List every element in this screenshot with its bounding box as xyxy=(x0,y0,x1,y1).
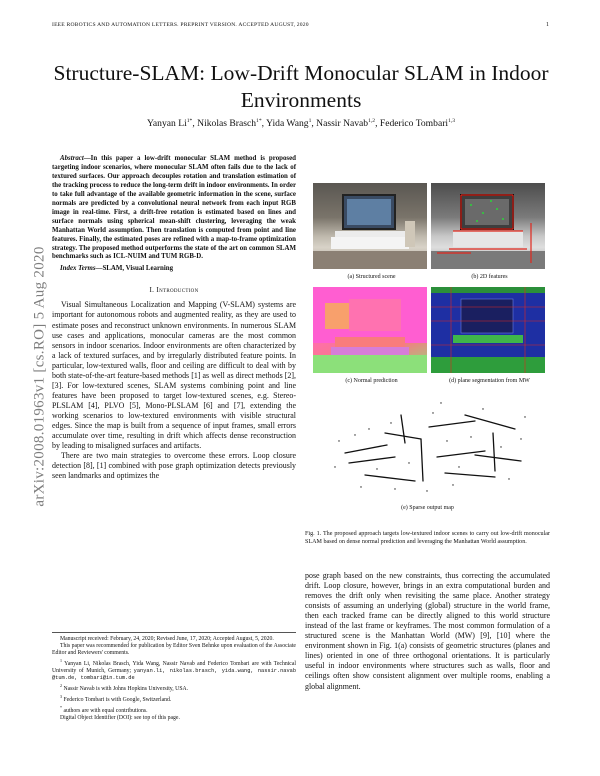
paper-title: Structure-SLAM: Low-Drift Monocular SLAM in Indoor Environments xyxy=(53,61,549,112)
author-emails[interactable]: yanyan.li, nikolas.brasch, yida.wang, nassir.navab @tum.de, tombari@in.tum.de xyxy=(52,668,296,682)
section-number: I. xyxy=(149,286,155,295)
footnote-equal-contribution xyxy=(52,704,296,715)
left-column xyxy=(52,155,296,481)
abstract-text: —In this paper a low-drift monocular SLAM method is proposed targeting indoor scenarios, where monocular SLAM often fails due to the lack of textured surfaces. Our approach decouples rotation and translation estimation of the tracking process to reduce the long-term drift in indoor environments. In order to take full advantage of the available geometric information in the scene, surface normals are predicted by a convolutional neural network from each input RGB image in real-time. First, a drift-free rotation is estimated based on lines and surface normals using spherical mean-shift clustering, leveraging the weak Manhattan World assumption. Then translation is computed from point and line features. Finally, the estimated poses are refined with a map-to-frame optimization strategy. The proposed method outperforms the state of the art on common SLAM benchmarks such as ICL-NUIM and TUM RGB-D. xyxy=(52,155,296,261)
author-name: Nikolas Brasch xyxy=(197,118,257,130)
footnote-text: authors are with equal contributions. xyxy=(63,708,148,715)
normal-map xyxy=(313,287,427,373)
plane-segmentation-image xyxy=(431,287,545,373)
subfigure-caption: (c) Normal prediction xyxy=(345,378,398,384)
footnote-affiliation-3 xyxy=(52,693,296,704)
section-heading xyxy=(52,286,296,294)
right-column-text xyxy=(305,571,550,692)
structured-scene-image xyxy=(313,183,427,269)
author-name: Nassir Navab xyxy=(316,118,369,130)
arxiv-stamp[interactable]: arXiv:2008.01963v1 [cs.RO] 5 Aug 2020 xyxy=(31,246,48,507)
footnote-affiliation-1 xyxy=(52,657,296,682)
footnote-affiliation-2 xyxy=(52,682,296,693)
index-terms xyxy=(52,264,296,273)
subfigure-caption: (a) Structured scene xyxy=(347,274,396,280)
footnote-mark: 2 xyxy=(60,683,62,689)
room-illustration xyxy=(313,183,427,269)
feature-overlay xyxy=(431,183,545,269)
footnotes xyxy=(52,632,296,723)
abstract xyxy=(52,155,296,262)
sparse-map-image xyxy=(325,393,535,501)
figure-caption: Fig. 1. The proposed approach targets low-textured indoor scenes to carry out low-drift monocular SLAM based on dense normal prediction and leveraging the Manhattan World assumption. xyxy=(305,531,550,545)
author-affiliation: 1,2 xyxy=(368,118,376,124)
footnote-text: Yanyan Li, Nikolas Brasch, Yida Wang, Nassir Navab and Federico Tombari are with Technical University of Munich, Germany; xyxy=(52,661,296,675)
running-header: IEEE ROBOTICS AND AUTOMATION LETTERS. PREPRINT VERSION. ACCEPTED AUGUST, 2020 xyxy=(52,22,309,28)
body-paragraph: There are two main strategies to overcome these errors. Loop closure detection [8], [1] combined with pose graph optimization detects previously seen landmarks and optimizes the xyxy=(52,451,296,481)
author-affiliation: 1* xyxy=(186,118,193,124)
abstract-lead: Abstract xyxy=(60,155,84,162)
2d-features-image xyxy=(431,183,545,269)
page-number: 1 xyxy=(546,22,549,28)
author-affiliation: 1,3 xyxy=(448,118,456,124)
author-affiliation: 1 xyxy=(308,118,312,124)
index-terms-lead: Index Terms xyxy=(60,265,96,273)
normal-prediction-image xyxy=(313,287,427,373)
figure-grid xyxy=(305,155,550,525)
footnote-recommended: This paper was recommended for publication by Editor Sven Behnke upon evaluation of the Associate Editor and Reviewers' comments. xyxy=(52,643,296,657)
author-affiliation: 1* xyxy=(256,118,262,124)
subfigure-caption: (d) plane segmentation from MW xyxy=(449,378,530,384)
segmentation-map xyxy=(431,287,545,373)
index-terms-text: —SLAM, Visual Learning xyxy=(95,265,174,273)
author-name: Yanyan Li xyxy=(146,118,187,130)
footnote-mark: 3 xyxy=(60,694,62,700)
footnote-text: Federico Tombari is with Google, Switzerland. xyxy=(63,697,172,704)
author-name: Yida Wang xyxy=(266,118,309,130)
author-name: Federico Tombari xyxy=(379,118,449,130)
subfigure-caption: (b) 2D features xyxy=(471,274,508,280)
section-title: Introduction xyxy=(156,286,199,295)
subfigure-caption: (e) Sparse output map xyxy=(401,505,454,511)
author-list: Yanyan $Li^{1*}$, Nikolas Brasch$^{1*}$, Yida Wang$^1$, Nassir Navab$^{1,2}$, Federico Tombari$^{1,3}$ xyxy=(146,118,456,130)
body-paragraph: Visual Simultaneous Localization and Mapping (V-SLAM) systems are important for autonomous robots and augmented reality, as they are used to estimate poses and reconstruct unknown environments. In numerous SLAM use cases and applications, monocular cameras are the most common sensors in indoor scenarios. Indoor environments are often characterized by a lack of textured surfaces, and by irregularly distributed feature points. In particular, low-textured walls, floor and ceiling are difficult to deal with by both state-of-the-art feature-based methods [1] as well as direct methods [2], [3]. For low-textured scenes, SLAM systems combining point and line features have been proposed to target low-textured scenes, e.g. Stereo-PLSLAM [4], PLVO [5], Mono-PLSLAM [6] and [7], extending the working scenarios to low-textured environments with visible structural edges. Since the map is built from a sequence of input frames, small errors accumulate over time, resulting in drift which affects dense reconstruction by leading to misaligned surfaces and artifacts. xyxy=(52,300,296,451)
footnote-doi: Digital Object Identifier (DOI): see top of this page. xyxy=(60,715,180,722)
sparse-point-map xyxy=(325,393,535,501)
footnote-mark: 1 xyxy=(60,658,62,664)
body-paragraph: pose graph based on the new constraints, thus correcting the accumulated drift. Loop closure, however, brings in an extra computational burden and removes the drift only when revisiting the same place. Another strategy consists of assuming an underlying (global) structure in the world frame, then each tracked frame can be directly aligned to this world structure instead of the last frame or keyframes. The most common formulation of a structured scene is the Manhattan World (MW) [9], [10] where the environment shown in Fig. 1(a) consists of geometric structures (planes and lines) oriented in one of three orthogonal orientations. It is particularly useful in indoor environments where structures such as walls, floor and ceilings often show consistent alignment over multiple rooms, enabling a global alignment. xyxy=(305,571,550,691)
footnote-mark: * xyxy=(60,705,62,711)
footnote-received: Manuscript received: February, 24, 2020; Revised June, 17, 2020; Accepted August, 5, 2020. xyxy=(60,636,274,642)
figure-1 xyxy=(305,155,550,546)
footnote-text: Nassir Navab is with Johns Hopkins University, USA. xyxy=(63,686,189,693)
